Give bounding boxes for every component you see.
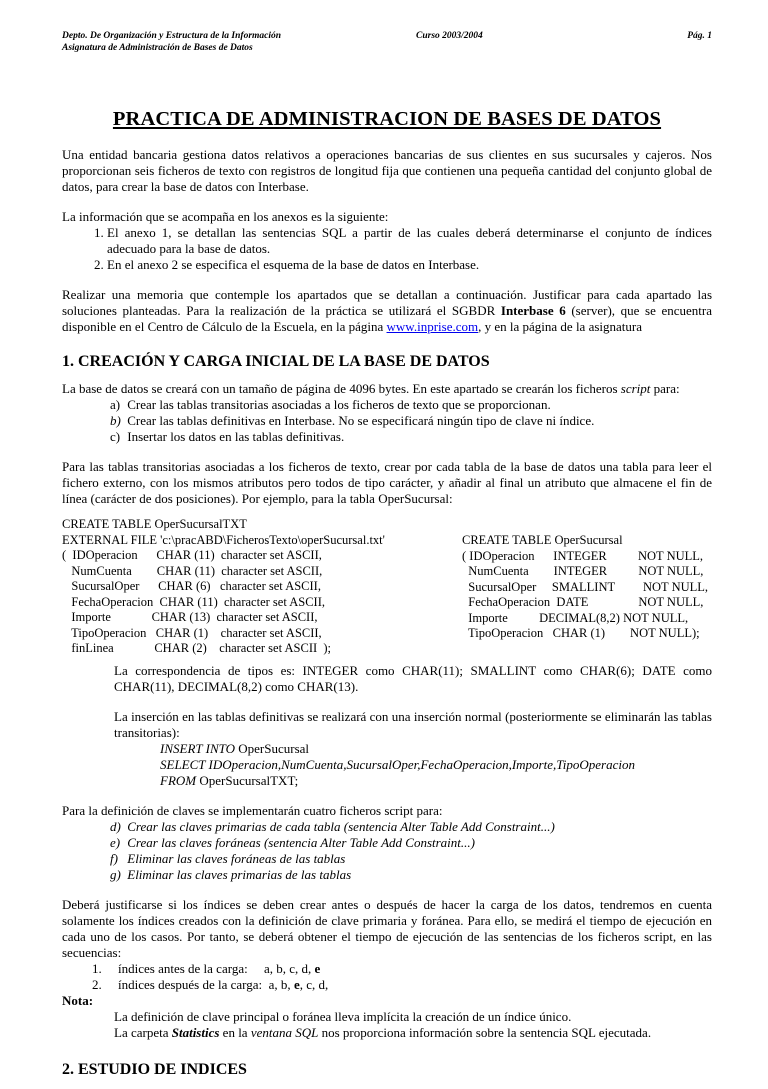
document-page (62, 30, 712, 1089)
document-title: PRACTICA DE ADMINISTRACION DE BASES DE DATOS (112, 108, 662, 130)
annex-item: 1. El anexo 1, se detallan las sentencias SQL a partir de las cuales deberá determinarse el conjunto de índices adecuado para la base de datos. (107, 225, 712, 257)
list-item: e) Crear las claves foráneas (sentencia Alter Table Add Constraint...) (110, 835, 475, 850)
header-line-1: Depto. De Organización y Estructura de la Información (62, 31, 282, 41)
index-timing-paragraph: Deberá justificarse si los índices se deben crear antes o después de hacer la carga de los datos, tendremos en cuenta solamente los índices creados con la definición de clave primaria y foránea. Para ello, se medirá el tiempo de ejecución en cada uno de los casos. Por tanto, se deberá obtener el tiempo de ejecución de las sentencias de los ficheros script, en las secuencias: (62, 897, 712, 960)
memoria-paragraph: Realizar una memoria que contemple los apartados que se detallan a continuación. Justificar para cada apartado las soluciones planteadas. Para la realización de la práctica se utilizará el SGBDR Interbase 6 (server), que se encuentra disponible en el Centro de Cálculo de la Escuela, en la página www.inprise.com, y en la página de la asignatura (62, 287, 713, 334)
sql-code-block (62, 517, 712, 655)
sql-select-line: SELECT IDOperacion,NumCuenta,SucursalOper,FechaOperacion,Importe,TipoOperacion (160, 757, 635, 772)
list-item: f) Eliminar las claves foráneas de las tablas (110, 851, 346, 866)
script-list (110, 397, 712, 445)
intro-paragraph: Una entidad bancaria gestiona datos relativos a operaciones bancarias de sus clientes en sus sucursales y cajeros. Nos proporcionan seis ficheros de texto con registros de longitud fija que contienen una pequeña cantidad del conjunto global de datos, para crear la base de datos con Interbase. (62, 147, 712, 194)
keys-list (110, 819, 712, 883)
sequence-item: 1. índices antes de la carga: a, b, c, d, e (92, 961, 321, 976)
header-department (62, 30, 281, 54)
annex-intro: La información que se acompaña en los anexos es la siguiente: (62, 209, 389, 224)
note-line-2: La carpeta Statistics en la ventana SQL nos proporciona información sobre la sentencia SQL ejecutada. (114, 1025, 652, 1040)
product-name: Interbase 6 (500, 303, 566, 318)
note-label: Nota: (62, 993, 94, 1008)
create-table-txt: CREATE TABLE OperSucursalTXT EXTERNAL FILE 'c:\pracABD\FicherosTexto\operSucursal.txt' ( IDOperacion CHAR (11) character set ASCII, NumCuenta CHAR (11) character set ASCII, SucursalOper CHAR (6) character set ASCII, FechaOperacion CHAR (11) character set ASCII, Importe CHAR (13) character set ASCII, TipoOperacion CHAR (1) character set ASCII, finLinea CHAR (2) character set ASCII ); (62, 517, 385, 655)
sql-insert-line: INSERT INTO OperSucursal (160, 741, 310, 756)
note-line-1: La definición de clave principal o foránea lleva implícita la creación de un índice único. (114, 1009, 572, 1024)
list-item: b) Crear las tablas definitivas en Interbase. No se especificará ningún tipo de clave ni índice. (110, 413, 595, 428)
list-item: a) Crear las tablas transitorias asociadas a los ficheros de texto que se proporcionan. (110, 397, 551, 412)
type-mapping-paragraph: La correspondencia de tipos es: INTEGER como CHAR(11); SMALLINT como CHAR(6); DATE como CHAR(11), DECIMAL(8,2) como CHAR(13). (114, 663, 712, 694)
list-item: c) Insertar los datos en las tablas definitivas. (110, 429, 345, 444)
page-header (62, 30, 712, 62)
create-table-final: CREATE TABLE OperSucursal ( IDOperacion INTEGER NOT NULL, NumCuenta INTEGER NOT NULL, SucursalOper SMALLINT NOT NULL, FechaOperacion DATE NOT NULL, Importe DECIMAL(8,2) NOT NULL, TipoOperacion CHAR (1) NOT NULL); (462, 533, 709, 640)
header-page-number: Pág. 1 (687, 31, 712, 41)
insert-paragraph: La inserción en las tablas definitivas se realizará con una inserción normal (posteriormente se eliminarán las tablas transitorias): (114, 709, 712, 740)
keys-paragraph: Para la definición de claves se implementarán cuatro ficheros script para: (62, 803, 443, 818)
list-item: d) Crear las claves primarias de cada tabla (sentencia Alter Table Add Constraint...) (110, 819, 555, 834)
list-item: g) Eliminar las claves primarias de las tablas (110, 867, 352, 882)
header-course: Curso 2003/2004 (416, 31, 483, 41)
annex-list (62, 225, 712, 273)
transitory-tables-paragraph: Para las tablas transitorias asociadas a los ficheros de texto, crear por cada tabla de la base de datos una tabla para leer el fichero externo, con los mismos atributos pero todos de tipo carácter, y añadir al final un atributo que almacene el fin de línea (carácter de dos posiciones). Por ejemplo, para la tabla OperSucursal: (62, 459, 712, 506)
header-line-2: Asignatura de Administración de Bases de Datos (62, 43, 253, 53)
inprise-link[interactable]: www.inprise.com (386, 319, 479, 334)
section-1-heading: 1. CREACIÓN Y CARGA INICIAL DE LA BASE DE DATOS (62, 353, 490, 370)
sequence-item: 2. índices después de la carga: a, b, e, c, d, (92, 977, 329, 992)
section-1-intro: La base de datos se creará con un tamaño de página de 4096 bytes. En este apartado se crearán los ficheros script para: (62, 381, 680, 396)
sql-from-line: FROM OperSucursalTXT; (160, 773, 299, 788)
annex-item: 2. En el anexo 2 se especifica el esquema de la base de datos en Interbase. (107, 257, 712, 273)
section-2-heading: 2. ESTUDIO DE INDICES (62, 1061, 247, 1078)
